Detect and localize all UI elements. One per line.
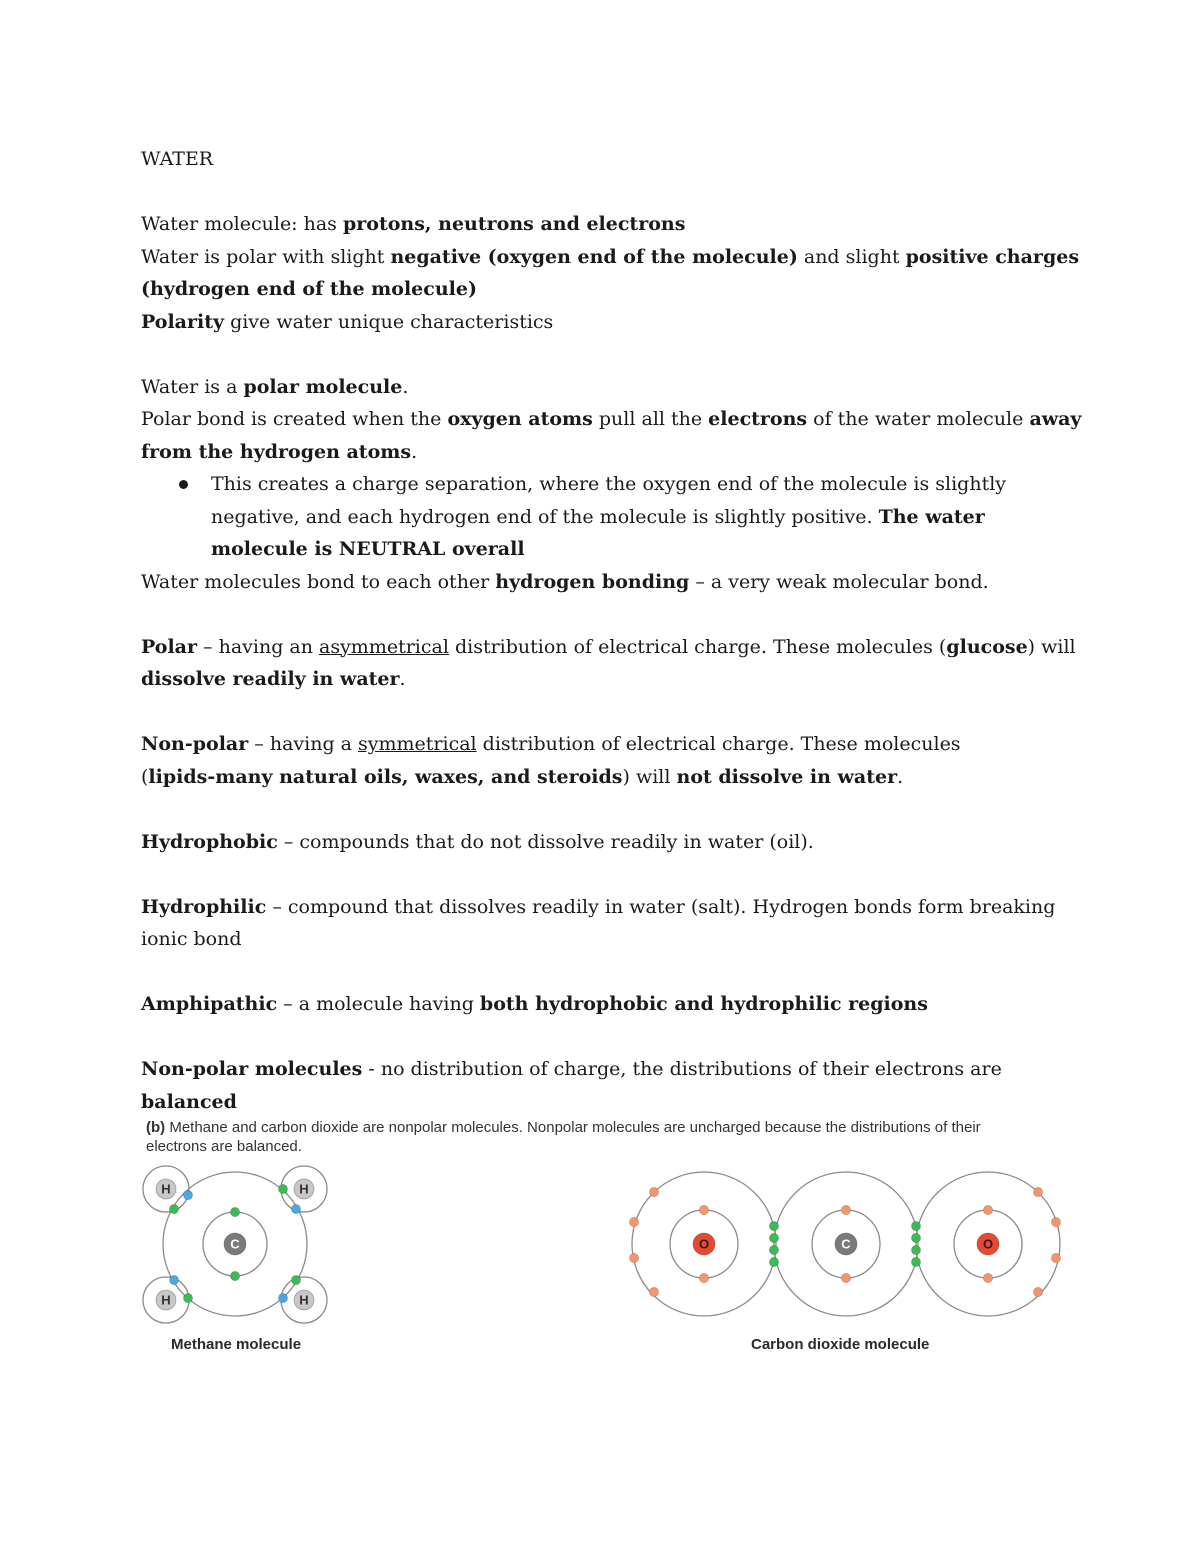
bullet-continuation: negative, and each hydrogen end of the molecule is slightly positive. The water	[211, 505, 985, 528]
electron	[911, 1233, 920, 1242]
electron	[230, 1271, 239, 1280]
text-line: Polar bond is created when the oxygen atoms pull all the electrons of the water molecule away	[141, 408, 1082, 430]
electron	[911, 1221, 920, 1230]
hydrogen-nucleus-symbol: H	[161, 1292, 171, 1308]
electron	[699, 1205, 708, 1214]
text-line: Water molecule: has protons, neutrons and electrons	[141, 213, 686, 235]
electron	[1051, 1217, 1060, 1226]
text-line: Water is polar with slight negative (oxygen end of the molecule) and slight positive charges	[141, 245, 1080, 268]
figure-caption: (b) Methane and carbon dioxide are nonpolar molecules. Nonpolar molecules are uncharged because the distributions of their electrons are balanced.	[146, 1119, 981, 1155]
co2-label: Carbon dioxide molecule	[751, 1336, 930, 1353]
electron	[699, 1273, 708, 1282]
text-line: Polar – having an asymmetrical distribution of electrical charge. These molecules (glucose) will	[141, 635, 1076, 658]
electron	[169, 1275, 178, 1284]
hydrogen-nucleus-symbol: H	[299, 1181, 309, 1197]
text-line: dissolve readily in water.	[141, 668, 406, 690]
electron	[769, 1233, 778, 1242]
electron	[291, 1275, 300, 1284]
electron	[911, 1245, 920, 1254]
electron	[983, 1273, 992, 1282]
electron	[769, 1257, 778, 1266]
electron	[1033, 1187, 1042, 1196]
electron	[169, 1204, 178, 1213]
electron	[769, 1245, 778, 1254]
electron	[983, 1205, 992, 1214]
bullet-item: This creates a charge separation, where the oxygen end of the molecule is slightly	[141, 468, 1071, 501]
carbon-nucleus-symbol: C	[230, 1236, 240, 1252]
bullet-continuation: molecule is NEUTRAL overall	[211, 538, 525, 560]
text-line: Non-polar molecules - no distribution of charge, the distributions of their electrons are	[141, 1058, 1002, 1080]
oxygen-nucleus-symbol: O	[982, 1236, 994, 1252]
electron	[1051, 1253, 1060, 1262]
electron	[291, 1204, 300, 1213]
electron	[183, 1293, 192, 1302]
text-line: Amphipathic – a molecule having both hydrophobic and hydrophilic regions	[141, 993, 928, 1015]
electron	[841, 1205, 850, 1214]
electron	[649, 1287, 658, 1296]
hydrogen-nucleus-symbol: H	[161, 1181, 171, 1197]
electron	[278, 1293, 287, 1302]
text-line: Hydrophobic – compounds that do not dissolve readily in water (oil).	[141, 830, 814, 853]
text-line: Non-polar – having a symmetrical distribution of electrical charge. These molecules	[141, 733, 961, 755]
text-line: Water molecules bond to each other hydrogen bonding – a very weak molecular bond.	[141, 570, 989, 593]
electron	[841, 1273, 850, 1282]
text-line: from the hydrogen atoms.	[141, 440, 418, 463]
hydrogen-nucleus-symbol: H	[299, 1292, 309, 1308]
methane-label: Methane molecule	[171, 1336, 302, 1353]
carbon-nucleus-symbol: C	[841, 1236, 851, 1252]
electron	[769, 1221, 778, 1230]
electron	[911, 1257, 920, 1266]
text-line: ionic bond	[141, 928, 242, 950]
electron	[183, 1190, 192, 1199]
electron	[649, 1187, 658, 1196]
text-line: (lipids-many natural oils, waxes, and steroids) will not dissolve in water.	[141, 765, 904, 788]
text-line: (hydrogen end of the molecule)	[141, 278, 477, 300]
text-line: balanced	[141, 1090, 237, 1113]
document-title: WATER	[141, 148, 214, 170]
electron	[1033, 1287, 1042, 1296]
oxygen-nucleus-symbol: O	[698, 1236, 710, 1252]
text-line: Hydrophilic – compound that dissolves readily in water (salt). Hydrogen bonds form breaking	[141, 895, 1056, 918]
electron	[230, 1207, 239, 1216]
electron	[278, 1184, 287, 1193]
electron	[629, 1253, 638, 1262]
electron	[629, 1217, 638, 1226]
text-line: Water is a polar molecule.	[141, 375, 409, 398]
text-line: Polarity give water unique characteristics	[141, 310, 554, 333]
